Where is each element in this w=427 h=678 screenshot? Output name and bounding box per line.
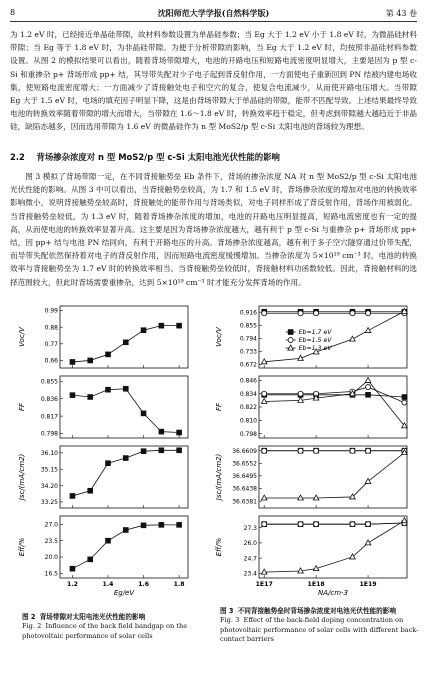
y-tick-label: 0.672 [239, 361, 257, 369]
legend-marker [288, 330, 293, 335]
y-tick-label: 0.77 [44, 341, 58, 349]
data-point [70, 393, 75, 398]
y-tick-label: 0.733 [239, 348, 257, 356]
figure-2-caption-en: Influence of the back field bandgap on the photovoltaic performance of solar cells [22, 622, 188, 640]
data-point [366, 522, 371, 527]
x-tick-label: 1.6 [138, 581, 150, 588]
y-tick-label: 0.66 [44, 357, 58, 365]
series-line [264, 453, 404, 498]
data-point [402, 400, 407, 405]
plot-frame [259, 376, 407, 438]
data-point [313, 495, 319, 500]
data-point [314, 311, 319, 316]
body-paragraph: 图 3 模拟了背场带隙一定，在不同背接触势垒 Eb 条件下，背场的掺杂浓度 NA 对 n 型 MoS2/p 型 c-Si 太阳电池光伏性能的影响。从图 3 中可以看出，当背接触势垒较高，为 1.7 和 1.5 eV 时，背场掺杂浓度的增加对电池的转换效率影响微小，说明背接触势垒较高时，背接触处的能带作用与背场类似，对电子同样形成了背反射作用，背场作用被弱化。当背接触势垒较低，为 1.3 eV 时，随着背场掺杂浓度的增加，电池的开路电压明显提高，短路电流密度也有一定的提高，从而使电池的转换效率显著升高。这主要是因为背场掺杂浓度越大，越有利于 p 型 c-Si 与重掺杂 p+ 背场形成 pp+ 结，因 pp+ 结与电池 PN 结同向，有利于开路电压的升高。背场掺杂浓度越高，越有利于多子空穴隧穿通过价带失配，而导带失配依然保持着对电子的背反射作用，因而短路电流密度缓慢增加。当掺杂浓度为 5×10¹⁹ cm⁻³ 时，电池的转换效率与背接触势垒为 1.7 eV 时的转换效率相当。当背接触势垒较低时，背接触材料功函数较低。因此，背接触材料的选择范围较大，但此时背场需要重掺杂，达到 5×10¹⁹ cm⁻³ 时才能充分发挥背场的作用。 [10, 172, 417, 287]
series-line [264, 523, 404, 524]
data-point [261, 495, 267, 500]
data-point [177, 522, 182, 527]
x-tick-label: 1.8 [173, 581, 185, 588]
y-axis-label: Voc/V [18, 327, 26, 347]
y-tick-label: 26.0 [243, 540, 257, 548]
series-line [264, 380, 404, 425]
data-point [262, 391, 267, 396]
data-point [262, 522, 267, 527]
data-point [365, 328, 371, 333]
y-tick-label: 27.3 [243, 524, 257, 532]
section-number: 2.2 [10, 152, 25, 162]
data-point [350, 522, 355, 527]
data-point [298, 448, 303, 453]
y-tick-label: 33.25 [40, 499, 58, 507]
data-point [314, 448, 319, 453]
plot-frame [60, 376, 188, 438]
chart-panel [215, 306, 407, 369]
figure-3-caption-cn: 不同背接触势垒时背场掺杂浓度对电池光伏性能的影响 [237, 607, 396, 615]
data-point [70, 360, 75, 365]
data-point [365, 540, 371, 545]
y-tick-label: 0.836 [40, 395, 58, 403]
figure-3-caption [220, 607, 420, 645]
figure-2-chart [12, 306, 202, 606]
y-tick-label: 23.4 [243, 570, 257, 578]
y-tick-label: 36.6552 [232, 460, 257, 468]
figure-3-caption-en: Effect of the back-field doping concentration on photovoltaic performance of solar cells with different back-contact barriers [220, 616, 419, 644]
data-point [366, 392, 371, 397]
y-tick-label: 23.5 [44, 537, 58, 545]
chart-panel [18, 306, 188, 368]
y-tick-label: 36.10 [40, 450, 58, 458]
data-point [261, 398, 267, 403]
y-axis-label: Eff/% [18, 537, 26, 557]
page-header [10, 6, 417, 20]
header-rule [10, 21, 417, 22]
plot-frame [259, 516, 407, 578]
y-tick-label: 0.798 [40, 430, 58, 438]
data-point [350, 336, 356, 341]
data-point [159, 522, 164, 527]
chart-panel [18, 376, 188, 438]
y-axis-label: Voc/V [215, 327, 223, 347]
data-point [350, 311, 355, 316]
series-line [264, 521, 404, 572]
data-point [88, 557, 93, 562]
y-tick-label: 34.20 [40, 482, 58, 490]
y-tick-label: 35.15 [40, 466, 58, 474]
y-tick-label: 36.6381 [232, 498, 257, 506]
x-tick-label: 1E19 [359, 581, 377, 588]
data-point [159, 323, 164, 328]
data-point [262, 311, 267, 316]
data-point [70, 566, 75, 571]
data-point [298, 311, 303, 316]
figure-2-caption [22, 613, 202, 641]
y-tick-label: 24.7 [243, 555, 257, 563]
data-point [123, 386, 128, 391]
y-tick-label: 0.822 [239, 404, 257, 412]
data-point [177, 323, 182, 328]
data-point [298, 495, 304, 500]
data-point [366, 311, 371, 316]
data-point [402, 518, 408, 523]
data-point [159, 429, 164, 434]
data-point [141, 328, 146, 333]
figure-3-label-en: Fig. 3 [220, 616, 240, 625]
legend-marker [288, 338, 293, 343]
data-point [141, 523, 146, 528]
y-tick-label: 0.855 [239, 322, 257, 330]
chart-panel [215, 376, 407, 438]
chart-panel [215, 446, 407, 508]
data-point [141, 411, 146, 416]
figure-2-label-cn: 图 2 [22, 613, 36, 621]
y-tick-label: 16.5 [44, 570, 58, 578]
y-tick-label: 0.846 [239, 377, 257, 385]
data-point [365, 377, 371, 382]
data-point [177, 448, 182, 453]
intro-paragraph: 为 1.2 eV 时，已经接近单晶硅带隙，故材料参数设置为单晶硅参数；当 Eg 大于 1.2 eV 小于 1.8 eV 时，为微晶硅材料带隙；当 Eg 等于 1.8 eV 时，为非晶硅带隙。为便于分析带隙的影响，当 Eg 大于 1.2 eV 时，均按照非晶硅材料参数设置。从图 2 的模拟结果可以看出，随着背场带隙增大，电池的开路电压和短路电流密度明显增大，主要是因为 p 型 c-Si 和重掺杂 p+ 背场形成 pp+ 结，其导带失配对少子电子起到背反射作用，一方面使电子重新回到 PN 结被内建电场收集，使短路电流密度增大；一方面减少了背接触处电子和空穴的复合，使复合电流减少，从而使开路电压增大。当带隙 Eg 大于 1.5 eV 时，电场的填充因子明显下降，这是由背场带隙大于单晶硅的带隙，能带不匹配导致。上述结果最终导致电池的转换效率随着带隙的增大而增大，当带隙在 1.6～1.8 eV 时，转换效率趋于稳定，但考虑到带隙越大越趋近于非晶硅，缺陷态越多，因而选用带隙为 1.6 eV 的微晶硅作为 n 型 MoS2/p 型 c-Si 太阳电池的背场较为理想。 [10, 30, 417, 132]
data-point [159, 448, 164, 453]
data-point [298, 522, 303, 527]
data-point [123, 340, 128, 345]
y-axis-label: Jsc/(mA/cm2) [215, 453, 223, 501]
data-point [177, 430, 182, 435]
data-point [365, 478, 371, 483]
x-tick-label: 1E18 [307, 581, 325, 588]
data-point [106, 538, 111, 543]
volume-label: 第 43 卷 [385, 9, 417, 18]
figure-2-label-en: Fig. 2 [22, 622, 42, 631]
chart-panel [215, 516, 407, 597]
x-tick-label: 1.2 [66, 581, 78, 588]
y-tick-label: 0.855 [40, 378, 58, 386]
data-point [88, 395, 93, 400]
page-number: 8 [10, 8, 16, 17]
data-point [88, 488, 93, 493]
data-point [70, 494, 75, 499]
plot-frame [259, 306, 407, 368]
plot-frame [60, 306, 188, 368]
y-tick-label: 0.916 [239, 309, 257, 317]
y-tick-label: 0.88 [44, 324, 58, 332]
y-tick-label: 0.798 [239, 430, 257, 438]
y-tick-label: 27.0 [44, 521, 58, 529]
y-tick-label: 36.6438 [232, 485, 257, 493]
data-point [314, 522, 319, 527]
x-tick-label: 1E17 [255, 581, 273, 588]
y-tick-label: 36.6495 [232, 473, 257, 481]
legend-marker [288, 345, 294, 350]
figure-3-chart [207, 306, 417, 606]
series-line [264, 311, 404, 361]
plot-frame [60, 516, 188, 578]
x-axis-label: Eg/eV [113, 589, 135, 597]
legend-label: Eb=1.3 eV [298, 345, 332, 353]
journal-title: 沈阳师范大学学报(自然科学版) [157, 8, 270, 18]
y-axis-label: Jsc/(mA/cm2) [18, 453, 26, 501]
data-point [106, 352, 111, 357]
data-point [261, 569, 267, 574]
y-axis-label: FF [18, 402, 26, 412]
legend-label: Eb=1.7 eV [298, 329, 332, 337]
data-point [350, 448, 355, 453]
y-tick-label: 0.99 [44, 307, 58, 315]
plot-frame [259, 446, 407, 508]
data-point [298, 391, 303, 396]
x-tick-label: 1.4 [102, 581, 114, 588]
y-tick-label: 20.0 [44, 554, 58, 562]
y-tick-label: 0.817 [40, 413, 58, 421]
data-point [123, 456, 128, 461]
figure-2-caption-cn: 背场带隙对太阳电池光伏性能的影响 [39, 613, 146, 621]
data-point [106, 387, 111, 392]
data-point [402, 395, 407, 400]
y-tick-label: 0.834 [239, 390, 257, 398]
data-point [123, 528, 128, 533]
chart-panel [18, 516, 188, 597]
x-axis-label: NA/cm-3 [317, 589, 349, 597]
section-title: 背场掺杂浓度对 n 型 MoS2/p 型 c-Si 太阳电池光伏性能的影响 [36, 152, 280, 162]
figure-3-label-cn: 图 3 [220, 607, 234, 615]
y-tick-label: 0.794 [239, 335, 257, 343]
y-tick-label: 36.6609 [232, 447, 257, 455]
chart-panel [18, 446, 188, 508]
y-axis-label: FF [215, 402, 223, 412]
data-point [366, 448, 371, 453]
data-point [262, 448, 267, 453]
section-heading [10, 151, 280, 163]
data-point [141, 449, 146, 454]
data-point [88, 358, 93, 363]
y-tick-label: 0.810 [239, 417, 257, 425]
data-point [106, 461, 111, 466]
y-axis-label: Eff/% [215, 537, 223, 557]
data-point [366, 385, 371, 390]
legend-label: Eb=1.5 eV [298, 337, 332, 345]
